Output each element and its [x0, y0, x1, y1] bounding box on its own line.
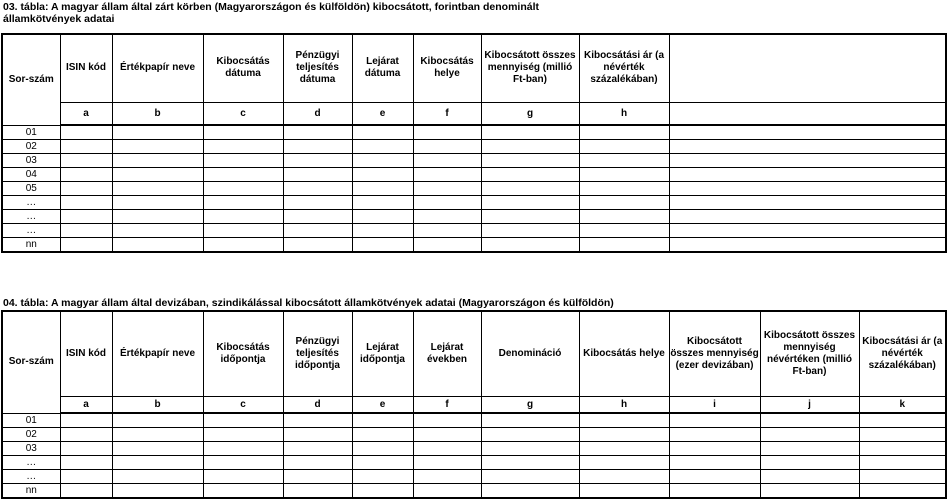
table03-cell[interactable] — [60, 154, 112, 168]
table03-cell[interactable] — [352, 210, 413, 224]
table04-cell[interactable] — [859, 484, 946, 499]
table03-cell[interactable] — [352, 154, 413, 168]
table03-cell[interactable] — [203, 125, 283, 140]
table03-title-line2: államkötvények adatai — [3, 13, 115, 25]
table03-cell[interactable] — [112, 125, 203, 140]
table04-cell[interactable] — [481, 484, 579, 499]
table-row — [2, 140, 946, 154]
table04-column-letter-a: a — [60, 396, 112, 413]
table04-cell[interactable] — [579, 428, 669, 442]
table03-cell[interactable] — [112, 196, 203, 210]
table04-cell[interactable] — [283, 428, 352, 442]
table03-row-number: 03 — [2, 154, 60, 168]
table03-cell[interactable] — [203, 238, 283, 253]
table-row — [2, 182, 946, 196]
table-row — [2, 224, 946, 238]
table04-cell[interactable] — [112, 442, 203, 456]
table04-column-header-h: Kibocsátás helye — [579, 311, 669, 396]
table03-cell[interactable] — [60, 125, 112, 140]
table04-cell[interactable] — [112, 413, 203, 428]
table03-cell[interactable] — [112, 210, 203, 224]
table04-column-header-k: Kibocsátási ár (a névérték százalékában) — [859, 311, 946, 396]
table04-cell[interactable] — [352, 428, 413, 442]
table04-cell[interactable] — [669, 456, 760, 470]
table03-column-letter-a: a — [60, 102, 112, 125]
table03-cell[interactable] — [203, 196, 283, 210]
table03-cell[interactable] — [579, 224, 669, 238]
table04-column-letter-e: e — [352, 396, 413, 413]
table04-cell[interactable] — [859, 413, 946, 428]
table04-row-number: … — [2, 456, 60, 470]
table03-row-number: … — [2, 196, 60, 210]
table04-cell[interactable] — [669, 442, 760, 456]
table03-cell[interactable] — [203, 210, 283, 224]
table03-cell[interactable] — [283, 238, 352, 253]
table03-cell[interactable] — [60, 140, 112, 154]
table04-cell[interactable] — [352, 456, 413, 470]
table04-cell[interactable] — [60, 428, 112, 442]
table04-cell[interactable] — [579, 456, 669, 470]
table03-cell[interactable] — [481, 238, 579, 253]
table04-sorszam-header: Sor-szám — [2, 311, 60, 413]
table03-column-letter-b: b — [112, 102, 203, 125]
table03-cell[interactable] — [283, 182, 352, 196]
table04-cell[interactable] — [760, 484, 859, 499]
table03-cell[interactable] — [413, 196, 481, 210]
table04-column-letter-k: k — [859, 396, 946, 413]
table-row — [2, 238, 946, 253]
table03-cell[interactable] — [60, 168, 112, 182]
table04-cell[interactable] — [283, 484, 352, 499]
table04-row-number: 01 — [2, 413, 60, 428]
table03-cell[interactable] — [203, 168, 283, 182]
table03-cell[interactable] — [112, 182, 203, 196]
table03-cell[interactable] — [669, 238, 946, 253]
table03-column-header-b: Értékpapír neve — [112, 34, 203, 102]
table04-column-letter-b: b — [112, 396, 203, 413]
table03-cell[interactable] — [112, 168, 203, 182]
table04-row-number: 02 — [2, 428, 60, 442]
table-row — [2, 442, 946, 456]
table03-cell[interactable] — [413, 238, 481, 253]
table03-row-number: 02 — [2, 140, 60, 154]
table-row — [2, 413, 946, 428]
table03-cell[interactable] — [352, 182, 413, 196]
table03-cell[interactable] — [112, 154, 203, 168]
table04-cell[interactable] — [413, 484, 481, 499]
table03-cell[interactable] — [481, 154, 579, 168]
table03-cell[interactable] — [203, 182, 283, 196]
table04-column-header-b: Értékpapír neve — [112, 311, 203, 396]
table04-cell[interactable] — [60, 484, 112, 499]
table03-header-row — [2, 34, 946, 102]
table04-cell[interactable] — [203, 428, 283, 442]
table03-cell[interactable] — [60, 238, 112, 253]
table03-cell[interactable] — [203, 224, 283, 238]
table03-title — [3, 1, 539, 25]
table03-cell[interactable] — [60, 210, 112, 224]
table04-cell[interactable] — [481, 442, 579, 456]
table04-cell[interactable] — [859, 456, 946, 470]
table04-cell[interactable] — [352, 470, 413, 484]
table-row — [2, 428, 946, 442]
table04-cell[interactable] — [112, 428, 203, 442]
table04-cell[interactable] — [283, 470, 352, 484]
table04-cell[interactable] — [859, 428, 946, 442]
table03-row-number: 01 — [2, 125, 60, 140]
table04-row-number: nn — [2, 484, 60, 499]
table03-cell[interactable] — [579, 140, 669, 154]
table03-cell[interactable] — [283, 196, 352, 210]
table03-column-letter-f: f — [413, 102, 481, 125]
table04-cell[interactable] — [283, 413, 352, 428]
table03-cell[interactable] — [413, 182, 481, 196]
table03-sorszam-header: Sor-szám — [2, 34, 60, 125]
table04-column-header-f: Lejárat években — [413, 311, 481, 396]
table03-cell[interactable] — [669, 140, 946, 154]
table04-cell[interactable] — [283, 456, 352, 470]
table-row — [2, 470, 946, 484]
table03-column-letter-e: e — [352, 102, 413, 125]
table04-cell[interactable] — [352, 484, 413, 499]
table04-title: 04. tábla: A magyar állam által devizában, szindikálással kibocsátott államkötvények adatai (Magyarországon és külföldön) — [3, 297, 614, 309]
table04-row-number: 03 — [2, 442, 60, 456]
table-row — [2, 154, 946, 168]
table-row — [2, 456, 946, 470]
table04-cell[interactable] — [203, 442, 283, 456]
table03-column-header-a: ISIN kód — [60, 34, 112, 102]
table03-row-number: … — [2, 224, 60, 238]
table04-column-letter-i: i — [669, 396, 760, 413]
table03-cell[interactable] — [579, 168, 669, 182]
table04-cell[interactable] — [413, 413, 481, 428]
table03-cell[interactable] — [352, 168, 413, 182]
table03-cell[interactable] — [669, 168, 946, 182]
table03-row-number: … — [2, 210, 60, 224]
table04-cell[interactable] — [669, 428, 760, 442]
table04-cell[interactable] — [112, 484, 203, 499]
table-row — [2, 210, 946, 224]
table03-column-header-c: Kibocsátás dátuma — [203, 34, 283, 102]
table03-cell[interactable] — [481, 224, 579, 238]
table03-blank-letter — [669, 102, 946, 125]
table04-cell[interactable] — [352, 442, 413, 456]
table04-column-letter-c: c — [203, 396, 283, 413]
table03-cell[interactable] — [352, 238, 413, 253]
table03-cell[interactable] — [669, 125, 946, 140]
table04-cell[interactable] — [579, 442, 669, 456]
table04-cell[interactable] — [760, 470, 859, 484]
table04-letter-row — [2, 396, 946, 413]
table03-cell[interactable] — [352, 125, 413, 140]
table04-column-header-g: Denomináció — [481, 311, 579, 396]
table03-letter-row — [2, 102, 946, 125]
table04-cell[interactable] — [760, 428, 859, 442]
table03-cell[interactable] — [669, 224, 946, 238]
table03-cell[interactable] — [481, 168, 579, 182]
table03-cell[interactable] — [579, 182, 669, 196]
table04-cell[interactable] — [352, 413, 413, 428]
table03-cell[interactable] — [112, 140, 203, 154]
table04-cell[interactable] — [60, 456, 112, 470]
table04-cell[interactable] — [481, 413, 579, 428]
table04-cell[interactable] — [60, 470, 112, 484]
table04 — [1, 310, 947, 499]
table04-cell[interactable] — [669, 470, 760, 484]
table04-cell[interactable] — [413, 470, 481, 484]
table04-cell[interactable] — [413, 442, 481, 456]
table03-row-number: nn — [2, 238, 60, 253]
table04-cell[interactable] — [760, 456, 859, 470]
table04-cell[interactable] — [579, 484, 669, 499]
table04-row-number: … — [2, 470, 60, 484]
table04-cell[interactable] — [112, 456, 203, 470]
table03-cell[interactable] — [60, 196, 112, 210]
table04-column-header-a: ISIN kód — [60, 311, 112, 396]
table03-cell[interactable] — [112, 224, 203, 238]
table04-column-letter-g: g — [481, 396, 579, 413]
table04-cell[interactable] — [760, 442, 859, 456]
table03-cell[interactable] — [283, 154, 352, 168]
table03-blank-header — [669, 34, 946, 102]
table-row — [2, 196, 946, 210]
table03-column-letter-c: c — [203, 102, 283, 125]
table03-cell[interactable] — [413, 140, 481, 154]
table03-cell[interactable] — [579, 210, 669, 224]
table04-cell[interactable] — [413, 428, 481, 442]
table03-column-letter-g: g — [481, 102, 579, 125]
table03-cell[interactable] — [669, 154, 946, 168]
table04-column-letter-f: f — [413, 396, 481, 413]
table03-cell[interactable] — [283, 140, 352, 154]
table04-cell[interactable] — [579, 413, 669, 428]
table03-column-header-h: Kibocsátási ár (a névérték százalékában) — [579, 34, 669, 102]
table03-cell[interactable] — [413, 125, 481, 140]
table03-title-line1: 03. tábla: A magyar állam által zárt körben (Magyarországon és külföldön) kibocsátott, forintban denominált — [3, 1, 539, 13]
table03-cell[interactable] — [352, 196, 413, 210]
table04-cell[interactable] — [481, 428, 579, 442]
table03-cell[interactable] — [669, 210, 946, 224]
table03-cell[interactable] — [669, 182, 946, 196]
table03 — [1, 33, 947, 253]
table04-cell[interactable] — [413, 456, 481, 470]
table03-column-letter-d: d — [283, 102, 352, 125]
table03-cell[interactable] — [481, 210, 579, 224]
table03-cell[interactable] — [579, 238, 669, 253]
table04-cell[interactable] — [283, 442, 352, 456]
table-row — [2, 168, 946, 182]
table03-cell[interactable] — [481, 140, 579, 154]
table04-cell[interactable] — [859, 470, 946, 484]
table03-cell[interactable] — [413, 168, 481, 182]
table04-column-header-e: Lejárat időpontja — [352, 311, 413, 396]
table03-cell[interactable] — [283, 210, 352, 224]
table04-cell[interactable] — [203, 456, 283, 470]
table03-cell[interactable] — [60, 224, 112, 238]
table04-cell[interactable] — [112, 470, 203, 484]
table03-row-number: 05 — [2, 182, 60, 196]
table04-column-header-d: Pénzügyi teljesítés időpontja — [283, 311, 352, 396]
table03-column-header-g: Kibocsátott összes mennyiség (millió Ft-ban) — [481, 34, 579, 102]
table03-cell[interactable] — [203, 154, 283, 168]
table03-cell[interactable] — [413, 224, 481, 238]
table03-column-header-f: Kibocsátás helye — [413, 34, 481, 102]
table03-cell[interactable] — [352, 224, 413, 238]
table04-cell[interactable] — [203, 470, 283, 484]
table04-cell[interactable] — [481, 470, 579, 484]
table04-cell[interactable] — [669, 484, 760, 499]
table03-cell[interactable] — [60, 182, 112, 196]
table04-cell[interactable] — [760, 413, 859, 428]
table03-cell[interactable] — [481, 182, 579, 196]
table04-column-letter-j: j — [760, 396, 859, 413]
table03-cell[interactable] — [579, 196, 669, 210]
table04-cell[interactable] — [60, 442, 112, 456]
table03-cell[interactable] — [669, 196, 946, 210]
table03-cell[interactable] — [579, 154, 669, 168]
table04-column-header-c: Kibocsátás időpontja — [203, 311, 283, 396]
table03-cell[interactable] — [203, 140, 283, 154]
table03-column-letter-h: h — [579, 102, 669, 125]
table04-cell[interactable] — [203, 413, 283, 428]
table04-column-header-i: Kibocsátott összes mennyiség (ezer devizában) — [669, 311, 760, 396]
table04-cell[interactable] — [481, 456, 579, 470]
table04-column-header-j: Kibocsátott összes mennyiség névértéken (millió Ft-ban) — [760, 311, 859, 396]
table04-cell[interactable] — [579, 470, 669, 484]
table03-column-header-e: Lejárat dátuma — [352, 34, 413, 102]
table04-column-letter-d: d — [283, 396, 352, 413]
table03-cell[interactable] — [283, 168, 352, 182]
table04-cell[interactable] — [859, 442, 946, 456]
table03-cell[interactable] — [413, 210, 481, 224]
table04-header-row — [2, 311, 946, 396]
table-row — [2, 125, 946, 140]
table03-cell[interactable] — [283, 224, 352, 238]
table03-row-number: 04 — [2, 168, 60, 182]
table03-cell[interactable] — [112, 238, 203, 253]
table04-cell[interactable] — [669, 413, 760, 428]
table03-cell[interactable] — [283, 125, 352, 140]
table03-cell[interactable] — [481, 125, 579, 140]
table04-cell[interactable] — [60, 413, 112, 428]
table04-cell[interactable] — [203, 484, 283, 499]
table03-cell[interactable] — [579, 125, 669, 140]
table-row — [2, 484, 946, 499]
table03-cell[interactable] — [413, 154, 481, 168]
table03-cell[interactable] — [481, 196, 579, 210]
table04-column-letter-h: h — [579, 396, 669, 413]
table03-column-header-d: Pénzügyi teljesítés dátuma — [283, 34, 352, 102]
table03-cell[interactable] — [352, 140, 413, 154]
